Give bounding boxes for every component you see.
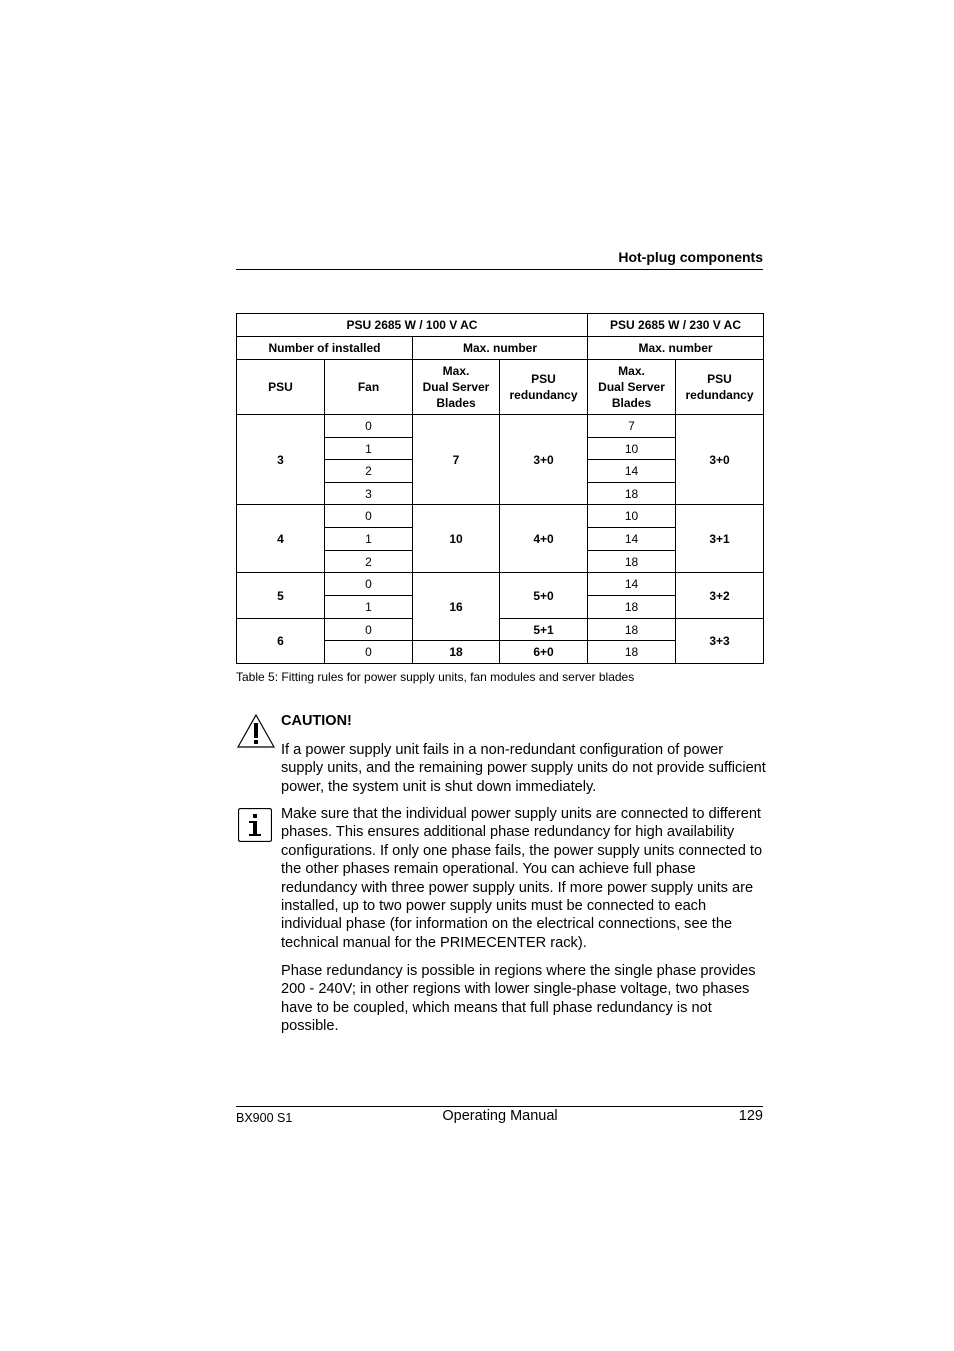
table-header-row-1 — [237, 314, 764, 337]
fan-cell: 2 — [325, 460, 413, 483]
blades-230v-cell: 18 — [588, 641, 676, 664]
blades-230v-cell: 14 — [588, 460, 676, 483]
blades-230v-cell: 10 — [588, 438, 676, 460]
table-header-row-2 — [237, 337, 764, 360]
page-number: 129 — [738, 1108, 763, 1124]
warning-icon — [236, 713, 276, 749]
info-text: Make sure that the individual power supply units are connected to different phases. This ensures additional phase redundancy for high availability configurations. If only one phase fails, the power supply units connected to the other phases remain operational. You can achieve full phase redundancy with three power supply units. If more power supply units are installed, up to two power supply units must be connected to each individual phase (for information on the electrical connections, see the technical manual for the PRIMECENTER rack). — [281, 806, 763, 951]
column-header-fan: Fan — [325, 360, 413, 415]
column-header-redundancy-100v: PSU redundancy — [500, 360, 588, 415]
fitting-rules-table — [236, 313, 764, 664]
fan-cell: 0 — [325, 619, 413, 641]
blades-230v-cell: 10 — [588, 505, 676, 528]
phase-redundancy-text: Phase redundancy is possible in regions where the single phase provides 200 - 240V; in other regions with lower single-phase voltage, two phases have to be coupled, which means that full phase redundancy is not possible. — [281, 963, 756, 1035]
redundancy-100v-cell: 4+0 — [500, 505, 588, 573]
group-header-100v: PSU 2685 W / 100 V AC — [237, 314, 588, 337]
redundancy-100v-cell: 5+1 — [500, 619, 588, 641]
redundancy-230v-cell: 3+1 — [676, 505, 764, 573]
table-row — [237, 415, 764, 438]
redundancy-230v-cell: 3+0 — [676, 415, 764, 505]
footer-product: BX900 S1 — [236, 1111, 293, 1125]
caution-title: CAUTION! — [281, 713, 352, 729]
subheader-max-100v: Max. number — [413, 337, 588, 360]
blades-230v-cell: 7 — [588, 415, 676, 438]
blades-230v-cell: 18 — [588, 551, 676, 573]
footer-title: Operating Manual — [442, 1108, 558, 1124]
column-header-blades-100v: Max. Dual Server Blades — [413, 360, 500, 415]
blades-230v-cell: 14 — [588, 528, 676, 551]
blades-230v-cell: 18 — [588, 596, 676, 619]
caution-text: If a power supply unit fails in a non-redundant configuration of power supply units, and the remaining power supply units do not provide sufficient power, the system unit is shut down immediately. — [281, 742, 766, 795]
blades-100v-cell: 18 — [413, 641, 500, 664]
table-caption: Table 5: Fitting rules for power supply units, fan modules and server blades — [236, 670, 635, 684]
table-header-row-3 — [237, 360, 764, 415]
redundancy-230v-cell: 3+3 — [676, 619, 764, 664]
fan-cell: 0 — [325, 641, 413, 664]
psu-cell: 6 — [237, 619, 325, 664]
fan-cell: 0 — [325, 573, 413, 596]
running-header-title: Hot-plug components — [618, 249, 763, 265]
fan-cell: 3 — [325, 483, 413, 505]
blades-230v-cell: 18 — [588, 483, 676, 505]
column-header-redundancy-230v: PSU redundancy — [676, 360, 764, 415]
info-icon — [238, 808, 272, 842]
fan-cell: 1 — [325, 596, 413, 619]
fan-cell: 0 — [325, 505, 413, 528]
column-header-blades-230v: Max. Dual Server Blades — [588, 360, 676, 415]
redundancy-100v-cell: 3+0 — [500, 415, 588, 505]
redundancy-100v-cell: 6+0 — [500, 641, 588, 664]
table-row — [237, 573, 764, 596]
fan-cell: 0 — [325, 415, 413, 438]
column-header-psu: PSU — [237, 360, 325, 415]
fan-cell: 2 — [325, 551, 413, 573]
header-rule — [236, 269, 763, 270]
table-row — [237, 619, 764, 641]
subheader-max-230v: Max. number — [588, 337, 764, 360]
table-row — [237, 505, 764, 528]
blades-230v-cell: 18 — [588, 619, 676, 641]
group-header-230v: PSU 2685 W / 230 V AC — [588, 314, 764, 337]
subheader-installed: Number of installed — [237, 337, 413, 360]
footer-rule — [236, 1106, 763, 1107]
blades-100v-cell: 7 — [413, 415, 500, 505]
fan-cell: 1 — [325, 438, 413, 460]
blades-100v-cell: 16 — [413, 573, 500, 641]
blades-100v-cell: 10 — [413, 505, 500, 573]
psu-cell: 4 — [237, 505, 325, 573]
redundancy-100v-cell: 5+0 — [500, 573, 588, 619]
psu-cell: 3 — [237, 415, 325, 505]
blades-230v-cell: 14 — [588, 573, 676, 596]
psu-cell: 5 — [237, 573, 325, 619]
fan-cell: 1 — [325, 528, 413, 551]
redundancy-230v-cell: 3+2 — [676, 573, 764, 619]
